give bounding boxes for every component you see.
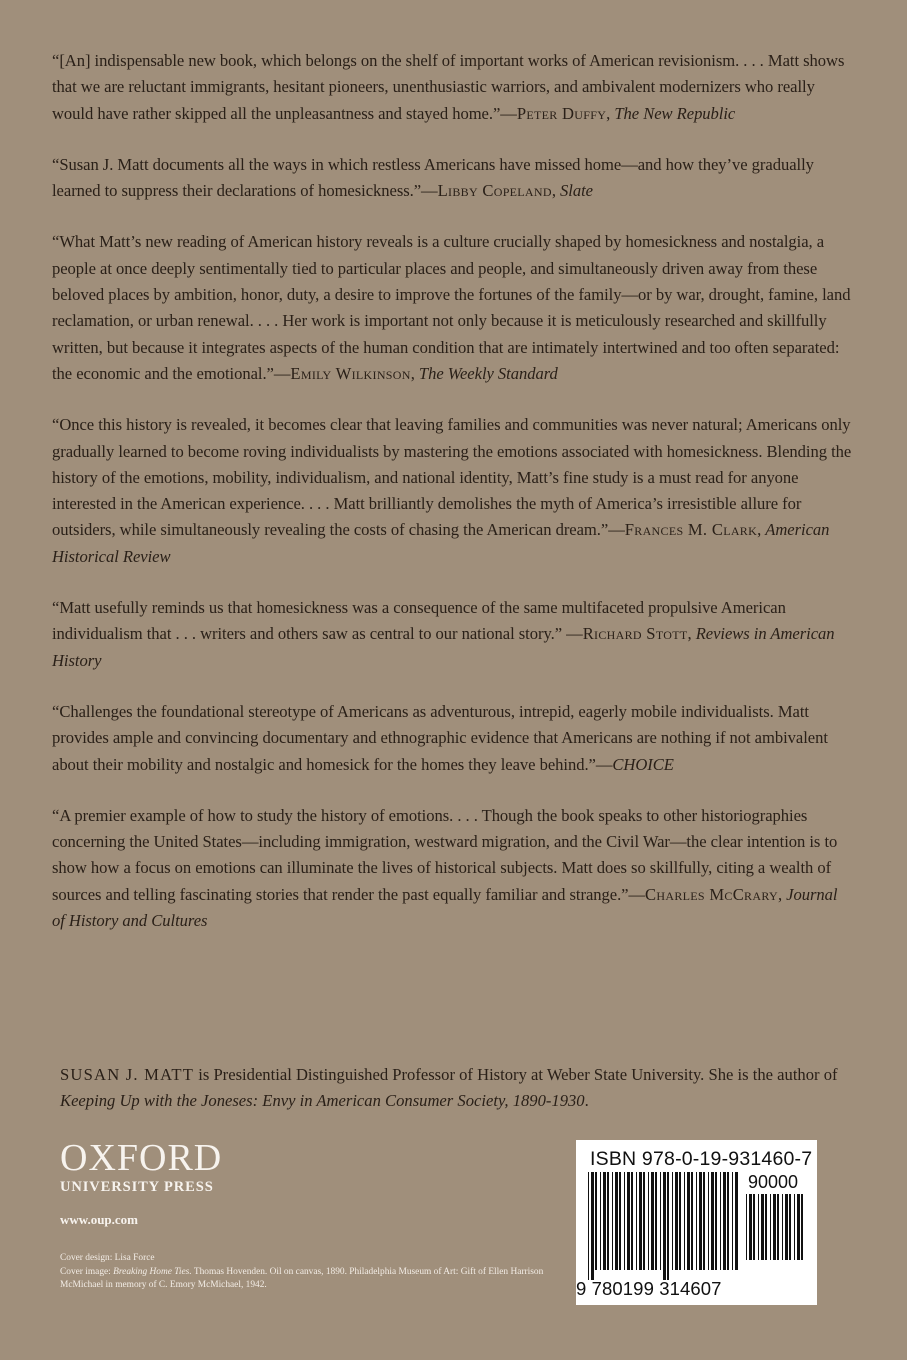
review-quote: “[An] indispensable new book, which belongs on the shelf of important works of American revisionism. . . . Matt shows that we are reluctant immigrants, hesitant pioneers, unenthusiastic warriors, and ambivalent modernizers who really would have rather skipped all the unpleasantness and stayed home.”—Peter Duffy, The New Republic xyxy=(52,51,845,123)
publisher-logo xyxy=(60,1138,222,1196)
cover-credits xyxy=(60,1252,550,1293)
barcode-bar xyxy=(761,1194,764,1260)
barcode-bar xyxy=(794,1194,795,1260)
author-name: SUSAN J. MATT xyxy=(60,1065,195,1084)
quote-text: “Susan J. Matt documents all the ways in which restless Americans have missed home—and how they’ve gradually learned to suppress their declarations of homesickness.”— xyxy=(52,154,814,201)
review-quote: “A premier example of how to study the history of emotions. . . . Though the book speaks to other historiographies concerning the United States—including immigration, westward migration, and the Civil War—the clear intention is to show how a focus on emotions can illuminate the lives of historical subjects. Matt does so skillfully, citing a wealth of sources and telling fascinating stories that render the past equally familiar and strange.”—Charles McCrary, Journal of History and Cultures xyxy=(52,805,838,931)
barcode-bar xyxy=(708,1172,709,1270)
quote-reviewer: Peter Duffy xyxy=(516,103,607,123)
barcode-bar xyxy=(746,1194,747,1260)
barcode-bar xyxy=(655,1172,657,1270)
publisher-url: www.oup.com xyxy=(60,1212,139,1227)
barcode-bar xyxy=(749,1194,752,1260)
barcode-bar xyxy=(720,1172,721,1270)
cover-image-title: Breaking Home Ties. xyxy=(113,1266,192,1277)
barcode-bar xyxy=(801,1194,803,1260)
barcode-bar xyxy=(782,1194,783,1260)
barcode-bar xyxy=(588,1172,589,1280)
barcode-bar xyxy=(732,1172,733,1270)
review-quote: “Once this history is revealed, it becomes clear that leaving families and communities was never natural; Americans only gradually learned to become roving individualists by mastering the emotions associated with homesickness. Blending the history of the emotions, mobility, individualism, and national identity, Matt’s fine study is a must read for anyone interested in the American experience. . . . Matt brilliantly demolishes the myth of America’s irresistible allure for outsiders, while simultaneously revealing the costs of chasing the American dream.”—Frances M. Clark, American Historical Review xyxy=(52,415,852,566)
barcode-bar xyxy=(651,1172,654,1270)
quote-text: “Matt usefully reminds us that homesickness was a consequence of the same multifaceted propulsive American individualism that . . . writers and others saw as central to our national story.” — xyxy=(52,598,786,644)
ean-text: 9 780199 314607 xyxy=(576,1278,722,1299)
quote-publication: Journal of History and Cultures xyxy=(52,884,838,931)
quote-text: “[An] indispensable new book, which belongs on the shelf of important works of American revisionism. . . . Matt shows that we are reluctant immigrants, hesitant pioneers, unenthusiastic warriors, and ambivalent modernizers who really would have rather skipped all the unpleasantness and stayed home.”— xyxy=(52,51,845,123)
barcode-bar xyxy=(636,1172,637,1270)
barcode-bar xyxy=(595,1172,597,1270)
barcode-bar xyxy=(727,1172,729,1270)
barcode-bar xyxy=(667,1172,669,1280)
barcode-bar xyxy=(703,1172,705,1270)
quote-text: “What Matt’s new reading of American history reveals is a culture crucially shaped by homesickness and nostalgia, a people at once deeply sentimentally tied to particular places and people, and simultaneously driven away from these beloved places by ambition, honor, duty, a desire to improve the fortunes of the family—or by war, drought, famine, land reclamation, or urban renewal. . . . Her work is important not only because it is meticulously researched and skillfully written, but because it integrates aspects of the human condition that are intimately intertwined and too often separated: the economic and the emotional.”— xyxy=(52,232,851,383)
author-bio xyxy=(60,1062,850,1115)
barcode-bar xyxy=(631,1172,633,1270)
barcode-bar xyxy=(607,1172,609,1270)
barcode-bar xyxy=(648,1172,649,1270)
barcode-bar xyxy=(603,1172,606,1270)
barcode-bar xyxy=(723,1172,726,1270)
ean-barcode-bars xyxy=(588,1172,740,1280)
barcode-bar xyxy=(687,1172,690,1270)
quote-publication: Reviews in American History xyxy=(52,624,835,670)
barcode-bar xyxy=(639,1172,642,1270)
barcode-bar xyxy=(785,1194,788,1260)
barcode-bar xyxy=(675,1172,678,1270)
quote-publication: The New Republic xyxy=(614,103,736,123)
quote-text: “Challenges the foundational stereotype of Americans as adventurous, intrepid, eagerly mobile individualists. Matt provides ample and convincing documentary and ethnographic evidence that Americans are nothing if not ambivalent about their mobility and nostalgic and homesick for the homes they leave behind.”— xyxy=(52,701,828,774)
cover-image-details: Thomas Hovenden. Oil on canvas, 1890. Philadelphia Museum of Art: Gift of Ellen Harrison McMichael in memory of C. Emory McMichael, 1942. xyxy=(60,1266,544,1290)
barcode-bar xyxy=(789,1194,791,1260)
barcode-bar xyxy=(660,1172,661,1270)
barcode-bar xyxy=(711,1172,714,1270)
isbn-text: ISBN 978-0-19-931460-7 xyxy=(590,1148,813,1170)
review-quote: “What Matt’s new reading of American history reveals is a culture crucially shaped by homesickness and nostalgia, a people at once deeply sentimentally tied to particular places and people, and simultaneously driven away from these beloved places by ambition, honor, duty, a desire to improve the fortunes of the family—or by war, drought, famine, land reclamation, or urban renewal. . . . Her work is important not only because it is meticulously researched and skillfully written, but because it integrates aspects of the human condition that are intimately intertwined and too often separated: the economic and the emotional.”—Emily Wilkinson, The Weekly Standard xyxy=(52,232,851,383)
barcode-bar xyxy=(615,1172,618,1270)
barcode-bar xyxy=(663,1172,666,1280)
barcode-bar xyxy=(735,1172,738,1270)
review-quote: “Susan J. Matt documents all the ways in which restless Americans have missed home—and how they’ve gradually learned to suppress their declarations of homesickness.”—Libby Copeland, Slate xyxy=(52,154,814,201)
cover-image-label: Cover image: xyxy=(60,1266,114,1277)
barcode-bar xyxy=(679,1172,681,1270)
isbn-barcode xyxy=(576,1140,817,1305)
barcode-bar xyxy=(753,1194,755,1260)
cover-design-credit: Cover design: Lisa Force xyxy=(60,1253,155,1263)
author-previous-book: Keeping Up with the Joneses: Envy in American Consumer Society, 1890-1930 xyxy=(60,1091,585,1111)
author-bio-text: is Presidential Distinguished Professor of History at Weber State University. She is the author of xyxy=(194,1065,838,1084)
barcode-bar xyxy=(627,1172,630,1270)
barcode-bar xyxy=(691,1172,693,1270)
publisher-subtitle: UNIVERSITY PRESS xyxy=(60,1179,214,1195)
price-barcode-bars xyxy=(746,1194,804,1270)
quote-reviewer: Emily Wilkinson xyxy=(290,363,411,383)
quote-reviewer: Libby Copeland xyxy=(437,181,552,201)
author-bio-end: . xyxy=(584,1091,589,1111)
barcode-bar xyxy=(696,1172,697,1270)
barcode-bar xyxy=(624,1172,625,1270)
review-quote xyxy=(52,699,852,778)
barcode-bar xyxy=(797,1194,800,1260)
barcode-bar xyxy=(699,1172,702,1270)
barcode-bar xyxy=(643,1172,645,1270)
barcode-bar xyxy=(765,1194,767,1260)
barcode-bar xyxy=(777,1194,779,1260)
quote-reviewer: Frances M. Clark xyxy=(624,520,758,540)
publisher-name: OXFORD xyxy=(60,1137,223,1179)
quote-reviewer: Charles McCrary xyxy=(645,884,778,904)
quote-publication: Slate xyxy=(560,181,593,201)
barcode-bar xyxy=(770,1194,771,1260)
quote-publication: American Historical Review xyxy=(52,520,830,566)
barcode-bar xyxy=(600,1172,601,1270)
cover-image-credit xyxy=(60,1266,550,1293)
review-quote: “Matt usefully reminds us that homesickness was a consequence of the same multifaceted propulsive American individualism that . . . writers and others saw as central to our national story.” —Richard Stott, Reviews in American History xyxy=(52,598,835,670)
quote-text: “Once this history is revealed, it becomes clear that leaving families and communities was never natural; Americans only gradually learned to become roving individualists by mastering the emotions associated with homesickness. Blending the history of the emotions, mobility, individualism, and national identity, Matt’s fine study is a must read for anyone interested in the American experience. . . . Matt brilliantly demolishes the myth of America’s irresistible allure for outsiders, while simultaneously revealing the costs of chasing the American dream.”— xyxy=(52,415,852,540)
quote-text: “A premier example of how to study the history of emotions. . . . Though the book speaks to other historiographies concerning the United States—including immigration, westward migration, and the Civil War—the clear intention is to show how a focus on emotions can illuminate the lives of historical subjects. Matt does so skillfully, citing a wealth of sources and telling fascinating stories that render the past equally familiar and strange.”— xyxy=(52,805,838,904)
barcode-bar xyxy=(672,1172,673,1270)
barcode-bar xyxy=(619,1172,621,1270)
barcode-bar xyxy=(758,1194,759,1260)
quote-reviewer: Richard Stott xyxy=(582,624,688,644)
quote-publication: The Weekly Standard xyxy=(418,363,558,383)
price-code-text: 90000 xyxy=(748,1172,799,1192)
quote-publication: CHOICE xyxy=(612,754,674,774)
barcode-bar xyxy=(591,1172,594,1280)
review-quotes xyxy=(52,48,852,959)
barcode-bar xyxy=(684,1172,685,1270)
barcode-bar xyxy=(715,1172,717,1270)
barcode-bar xyxy=(612,1172,613,1270)
barcode-bar xyxy=(773,1194,776,1260)
